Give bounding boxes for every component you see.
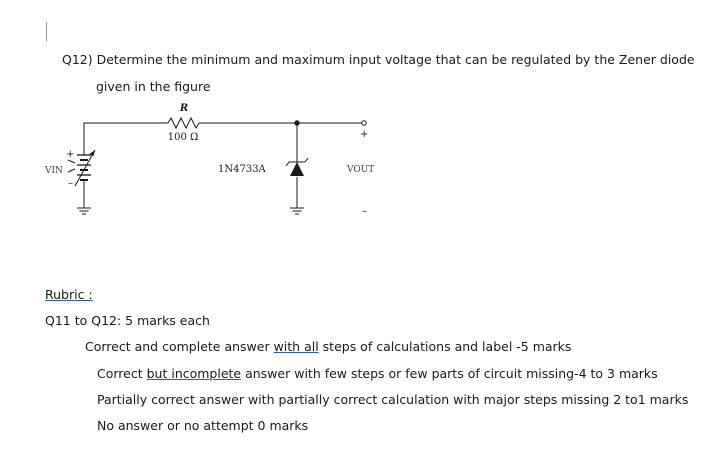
resistor-value: 100 Ω: [167, 132, 199, 143]
vin-label: VIN: [45, 166, 63, 176]
battery-ground: [77, 208, 91, 214]
battery-plus-sign: +: [66, 149, 75, 160]
vin-pointer: [68, 160, 75, 172]
rubric-scope: Q11 to Q12: 5 marks each: [45, 313, 210, 328]
zener-ground: [290, 208, 304, 214]
rubric-item-1: [85, 339, 571, 354]
rubric-item-1-underlined: with all: [273, 339, 319, 354]
rubric-item-2: [97, 366, 658, 381]
vout-label: VOUT: [347, 165, 375, 175]
rubric-item-2-pre: Correct: [97, 366, 147, 381]
rubric-item-4-pre: No answer or no attempt 0 marks: [97, 418, 309, 433]
battery-minus-sign: –: [68, 178, 73, 189]
zener-part-label: 1N4733A: [218, 164, 266, 175]
vout-minus-sign: –: [362, 206, 367, 217]
top-wire-left: [84, 123, 168, 150]
output-terminal: [362, 121, 366, 125]
rubric-item-2-post: answer with few steps or few parts of circuit missing-4 to 3 marks: [241, 366, 658, 381]
rubric-item-3-pre: Partially correct answer with partially correct calculation with major steps missing 2 to1 marks: [97, 392, 689, 407]
resistor-label: R: [179, 103, 189, 114]
rubric-item-4: [97, 418, 308, 433]
vout-plus-sign: +: [360, 129, 369, 140]
rubric-item-3: [97, 392, 688, 407]
resistor-symbol: [168, 118, 199, 128]
rubric-heading: Rubric :: [45, 287, 93, 302]
zener-diode-triangle: [290, 162, 304, 176]
question-line-1: Q12) Determine the minimum and maximum input voltage that can be regulated by the Zener diode: [62, 52, 695, 67]
rubric-item-2-underlined: but incomplete: [146, 366, 242, 381]
rubric-item-1-post: steps of calculations and label -5 marks: [318, 339, 572, 354]
rubric-item-1-pre: Correct and complete answer: [85, 339, 274, 354]
question-line-2: given in the figure: [96, 79, 211, 94]
